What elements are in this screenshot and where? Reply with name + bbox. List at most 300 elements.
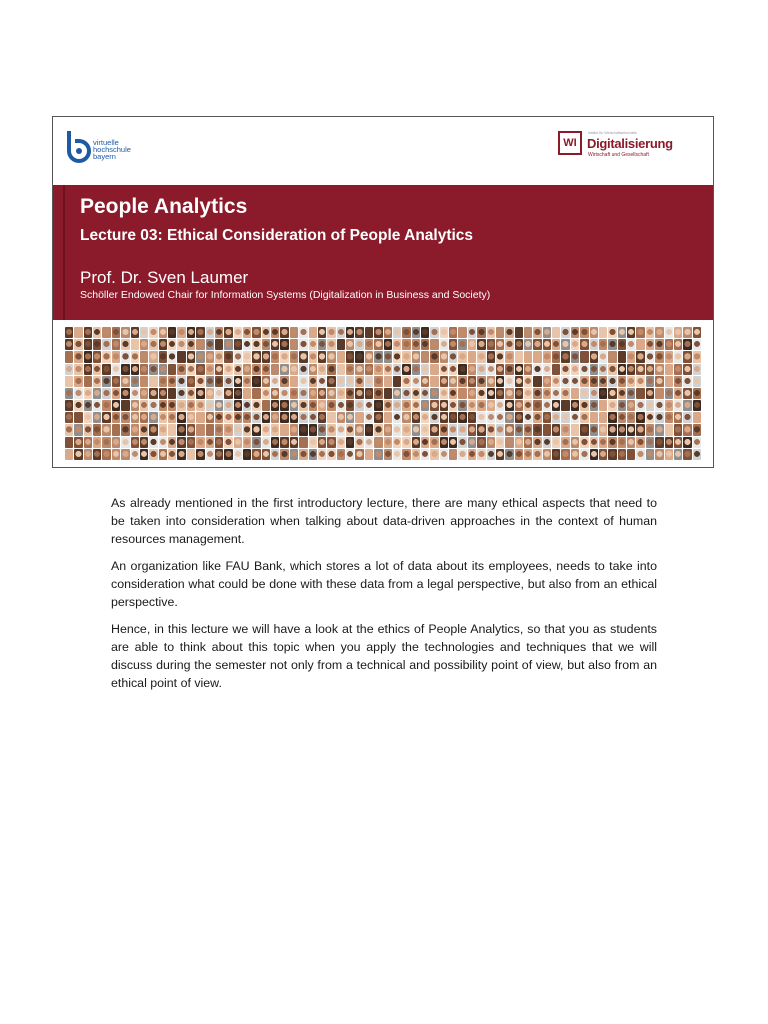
portrait-tile [159,424,167,435]
portrait-tile [487,327,495,338]
portrait-tile [683,376,691,387]
portrait-tile [149,437,157,448]
portrait-tile [318,339,326,350]
portrait-tile [65,388,73,399]
portrait-tile [524,400,532,411]
portrait-tile [552,412,560,423]
portrait-tile [224,424,232,435]
portrait-tile [655,327,663,338]
portrait-tile [346,424,354,435]
portrait-tile [468,400,476,411]
portrait-tile [458,449,466,460]
portrait-tile [543,376,551,387]
portrait-tile [580,388,588,399]
portrait-tile [93,437,101,448]
portrait-tile [571,449,579,460]
portrait-tile [346,376,354,387]
portrait-tile [131,412,139,423]
portrait-tile [290,449,298,460]
portrait-tile [421,351,429,362]
portrait-tile [215,364,223,375]
portrait-tile [355,364,363,375]
portrait-tile [271,388,279,399]
portrait-tile [496,412,504,423]
portrait-tile [665,364,673,375]
portrait-tile [280,388,288,399]
portrait-tile [580,400,588,411]
portrait-tile [149,424,157,435]
portrait-tile [402,327,410,338]
portrait-tile [618,400,626,411]
portrait-tile [262,388,270,399]
portrait-tile [646,376,654,387]
portrait-tile [580,449,588,460]
portrait-tile [374,364,382,375]
portrait-tile [440,364,448,375]
portrait-tile [355,400,363,411]
portrait-tile [618,376,626,387]
portrait-tile [131,327,139,338]
portrait-tile [421,424,429,435]
portrait-tile [290,339,298,350]
portrait-tile [646,412,654,423]
portrait-tile [477,327,485,338]
portrait-tile [636,376,644,387]
portrait-tile [608,449,616,460]
portrait-tile [299,449,307,460]
portrait-tile [683,424,691,435]
portrait-tile [449,437,457,448]
portrait-tile [206,437,214,448]
portrait-tile [365,364,373,375]
portrait-tile [206,412,214,423]
portrait-tile [665,339,673,350]
portrait-tile [84,351,92,362]
portrait-tile [271,376,279,387]
portrait-tile [168,327,176,338]
portrait-tile [393,449,401,460]
portrait-tile [262,327,270,338]
portrait-tile [636,400,644,411]
portrait-tile [262,376,270,387]
portrait-tile [74,424,82,435]
vhb-logo-icon [63,129,91,163]
portrait-tile [299,351,307,362]
slide-subtitle: Lecture 03: Ethical Consideration of People Analytics [80,227,474,244]
portrait-tile [280,364,288,375]
portrait-tile [543,412,551,423]
portrait-tile [683,364,691,375]
portrait-tile [149,376,157,387]
portrait-tile [318,437,326,448]
portrait-tile [384,424,392,435]
portrait-tile [187,364,195,375]
portrait-tile [196,351,204,362]
portrait-tile [533,351,541,362]
portrait-tile [215,339,223,350]
portrait-tile [309,351,317,362]
portrait-tile [590,364,598,375]
portrait-tile [412,424,420,435]
wi-mark: WI [558,131,582,155]
portrait-tile [131,400,139,411]
portrait-tile [627,339,635,350]
portrait-tile [571,424,579,435]
portrait-tile [393,339,401,350]
portrait-tile [243,339,251,350]
portrait-tile [646,400,654,411]
portrait-tile [168,376,176,387]
portrait-tile [102,364,110,375]
portrait-tile [131,437,139,448]
portrait-tile [636,327,644,338]
portrait-tile [271,437,279,448]
portrait-tile [599,437,607,448]
portrait-tile [309,437,317,448]
paragraph: Hence, in this lecture we will have a look at the ethics of People Analytics, so that you as students are able to think about this topic when you apply the technologies and techniques that we will discuss during the semester not only from a technical and possibility point of view, but also from an ethical point of view. [111,622,657,690]
portrait-tile [262,437,270,448]
portrait-tile [646,339,654,350]
portrait-tile [112,327,120,338]
portrait-tile [402,449,410,460]
portrait-tile [533,364,541,375]
portrait-tile [271,351,279,362]
portrait-tile [533,327,541,338]
portrait-tile [262,449,270,460]
portrait-tile [140,412,148,423]
portrait-tile [458,364,466,375]
portrait-tile [440,327,448,338]
portrait-tile [580,376,588,387]
portrait-tile [168,449,176,460]
portrait-tile [505,364,513,375]
portrait-tile [355,339,363,350]
portrait-tile [693,412,701,423]
portrait-tile [646,449,654,460]
banner-accent-stripe [63,185,65,320]
portrait-tile [102,376,110,387]
portrait-tile [159,327,167,338]
portrait-tile [149,449,157,460]
portrait-tile [674,388,682,399]
portrait-tile [515,449,523,460]
portrait-tile [168,388,176,399]
portrait-tile [290,400,298,411]
portrait-tile [515,412,523,423]
portrait-tile [224,376,232,387]
portrait-tile [561,388,569,399]
portrait-tile [674,351,682,362]
portrait-tile [655,424,663,435]
portrait-tile [65,364,73,375]
portrait-tile [487,339,495,350]
portrait-tile [665,412,673,423]
portrait-tile [224,351,232,362]
portrait-tile [149,400,157,411]
portrait-tile [206,449,214,460]
portrait-tile [515,388,523,399]
portrait-tile [665,351,673,362]
portrait-tile [421,339,429,350]
portrait-tile [121,388,129,399]
portrait-tile [430,424,438,435]
portrait-tile [206,400,214,411]
portrait-tile [693,339,701,350]
portrait-tile [327,339,335,350]
portrait-tile [693,388,701,399]
portrait-tile [599,351,607,362]
portrait-tile [234,376,242,387]
portrait-tile [262,364,270,375]
portrait-tile [299,364,307,375]
portrait-tile [121,339,129,350]
portrait-tile [412,376,420,387]
portrait-tile [402,351,410,362]
portrait-tile [561,437,569,448]
vhb-logo [63,129,173,173]
portrait-tile [196,437,204,448]
portrait-tile [93,339,101,350]
portrait-tile [355,388,363,399]
portrait-tile [412,449,420,460]
portrait-tile [309,376,317,387]
portrait-tile [412,351,420,362]
portrait-tile [131,424,139,435]
portrait-tile [374,388,382,399]
portrait-tile [187,339,195,350]
portrait-tile [206,339,214,350]
portrait-tile [412,388,420,399]
portrait-tile [665,424,673,435]
portrait-tile [215,449,223,460]
portrait-tile [187,400,195,411]
portrait-tile [393,412,401,423]
portrait-tile [683,388,691,399]
portrait-tile [159,412,167,423]
portrait-tile [243,424,251,435]
portrait-tile [131,376,139,387]
portrait-tile [430,412,438,423]
portrait-tile [299,437,307,448]
portrait-tile [355,351,363,362]
portrait-tile [215,327,223,338]
institute-small-text: Institut für Wirtschaftsinformatik [588,131,637,135]
portrait-tile [430,449,438,460]
portrait-tile [552,437,560,448]
portrait-tile [505,388,513,399]
portrait-tile [458,351,466,362]
portrait-tile [571,437,579,448]
portrait-tile [421,449,429,460]
portrait-tile [131,351,139,362]
portrait-tile [496,339,504,350]
portrait-tile [440,424,448,435]
portrait-tile [590,376,598,387]
portrait-tile [561,449,569,460]
portrait-tile [196,449,204,460]
portrait-tile [355,437,363,448]
portrait-tile [84,437,92,448]
portrait-tile [355,327,363,338]
portrait-tile [543,327,551,338]
portrait-tile [140,388,148,399]
portrait-tile [327,437,335,448]
portrait-tile [496,388,504,399]
portrait-tile [337,449,345,460]
portrait-tile [168,400,176,411]
portrait-mosaic-image [65,327,701,460]
portrait-tile [234,388,242,399]
portrait-tile [552,400,560,411]
portrait-tile [477,376,485,387]
portrait-tile [177,412,185,423]
portrait-tile [299,339,307,350]
portrait-tile [290,412,298,423]
portrait-tile [458,424,466,435]
portrait-tile [290,376,298,387]
portrait-tile [505,376,513,387]
portrait-tile [140,364,148,375]
portrait-tile [290,424,298,435]
portrait-tile [271,400,279,411]
portrait-tile [599,424,607,435]
portrait-tile [468,376,476,387]
portrait-tile [693,400,701,411]
portrait-tile [131,449,139,460]
portrait-tile [318,449,326,460]
portrait-tile [412,400,420,411]
portrait-tile [318,400,326,411]
portrait-tile [140,400,148,411]
digitalisierung-subtitle: Wirtschaft und Gesellschaft [588,152,649,158]
portrait-tile [121,424,129,435]
portrait-tile [683,412,691,423]
portrait-tile [430,376,438,387]
portrait-tile [543,437,551,448]
portrait-tile [374,376,382,387]
portrait-tile [477,449,485,460]
portrait-tile [177,449,185,460]
portrait-tile [384,376,392,387]
portrait-tile [271,327,279,338]
portrait-tile [646,364,654,375]
portrait-tile [665,376,673,387]
paragraph: As already mentioned in the first introductory lecture, there are many ethical aspects that need to be taken into consideration when talking about data-driven approaches in the context of human resources management. [111,496,657,546]
portrait-tile [280,412,288,423]
portrait-tile [168,351,176,362]
portrait-tile [533,388,541,399]
portrait-tile [393,364,401,375]
portrait-tile [365,412,373,423]
portrait-tile [74,388,82,399]
portrait-tile [355,449,363,460]
portrait-tile [608,412,616,423]
portrait-tile [618,412,626,423]
portrait-tile [318,364,326,375]
portrait-tile [337,412,345,423]
lecture-title-slide [52,116,714,468]
portrait-tile [561,376,569,387]
portrait-tile [93,327,101,338]
portrait-tile [421,364,429,375]
portrait-tile [571,327,579,338]
portrait-tile [496,364,504,375]
portrait-tile [224,437,232,448]
portrait-tile [533,449,541,460]
portrait-tile [496,327,504,338]
portrait-tile [374,412,382,423]
portrait-tile [552,339,560,350]
portrait-tile [252,364,260,375]
portrait-tile [290,437,298,448]
portrait-tile [177,424,185,435]
portrait-tile [496,351,504,362]
portrait-tile [384,437,392,448]
portrait-tile [440,376,448,387]
portrait-tile [187,376,195,387]
portrait-tile [299,327,307,338]
portrait-tile [102,327,110,338]
portrait-tile [290,388,298,399]
portrait-tile [224,412,232,423]
portrait-tile [234,364,242,375]
portrait-tile [468,364,476,375]
portrait-tile [636,351,644,362]
portrait-tile [280,437,288,448]
portrait-tile [487,424,495,435]
portrait-tile [93,449,101,460]
portrait-tile [224,327,232,338]
portrait-tile [93,400,101,411]
portrait-tile [580,412,588,423]
portrait-tile [608,364,616,375]
portrait-tile [505,351,513,362]
portrait-tile [346,449,354,460]
portrait-tile [524,364,532,375]
portrait-tile [524,412,532,423]
portrait-tile [543,400,551,411]
portrait-tile [177,364,185,375]
portrait-tile [608,437,616,448]
portrait-tile [683,327,691,338]
portrait-tile [93,424,101,435]
portrait-tile [365,400,373,411]
portrait-tile [412,364,420,375]
portrait-tile [309,424,317,435]
portrait-tile [655,351,663,362]
portrait-tile [121,400,129,411]
portrait-tile [234,327,242,338]
portrait-tile [384,327,392,338]
portrait-tile [421,376,429,387]
portrait-tile [543,339,551,350]
digitalisierung-logo [558,129,683,169]
paragraph: An organization like FAU Bank, which stores a lot of data about its employees, needs to take into consideration what could be done with these data from a legal perspective, but also from an ethical perspective. [111,559,657,609]
portrait-tile [93,388,101,399]
portrait-tile [327,449,335,460]
portrait-tile [468,437,476,448]
portrait-tile [290,364,298,375]
portrait-tile [608,327,616,338]
portrait-tile [252,424,260,435]
portrait-tile [271,449,279,460]
portrait-tile [252,437,260,448]
portrait-tile [65,437,73,448]
portrait-tile [196,412,204,423]
portrait-tile [580,437,588,448]
portrait-tile [468,351,476,362]
portrait-tile [262,412,270,423]
